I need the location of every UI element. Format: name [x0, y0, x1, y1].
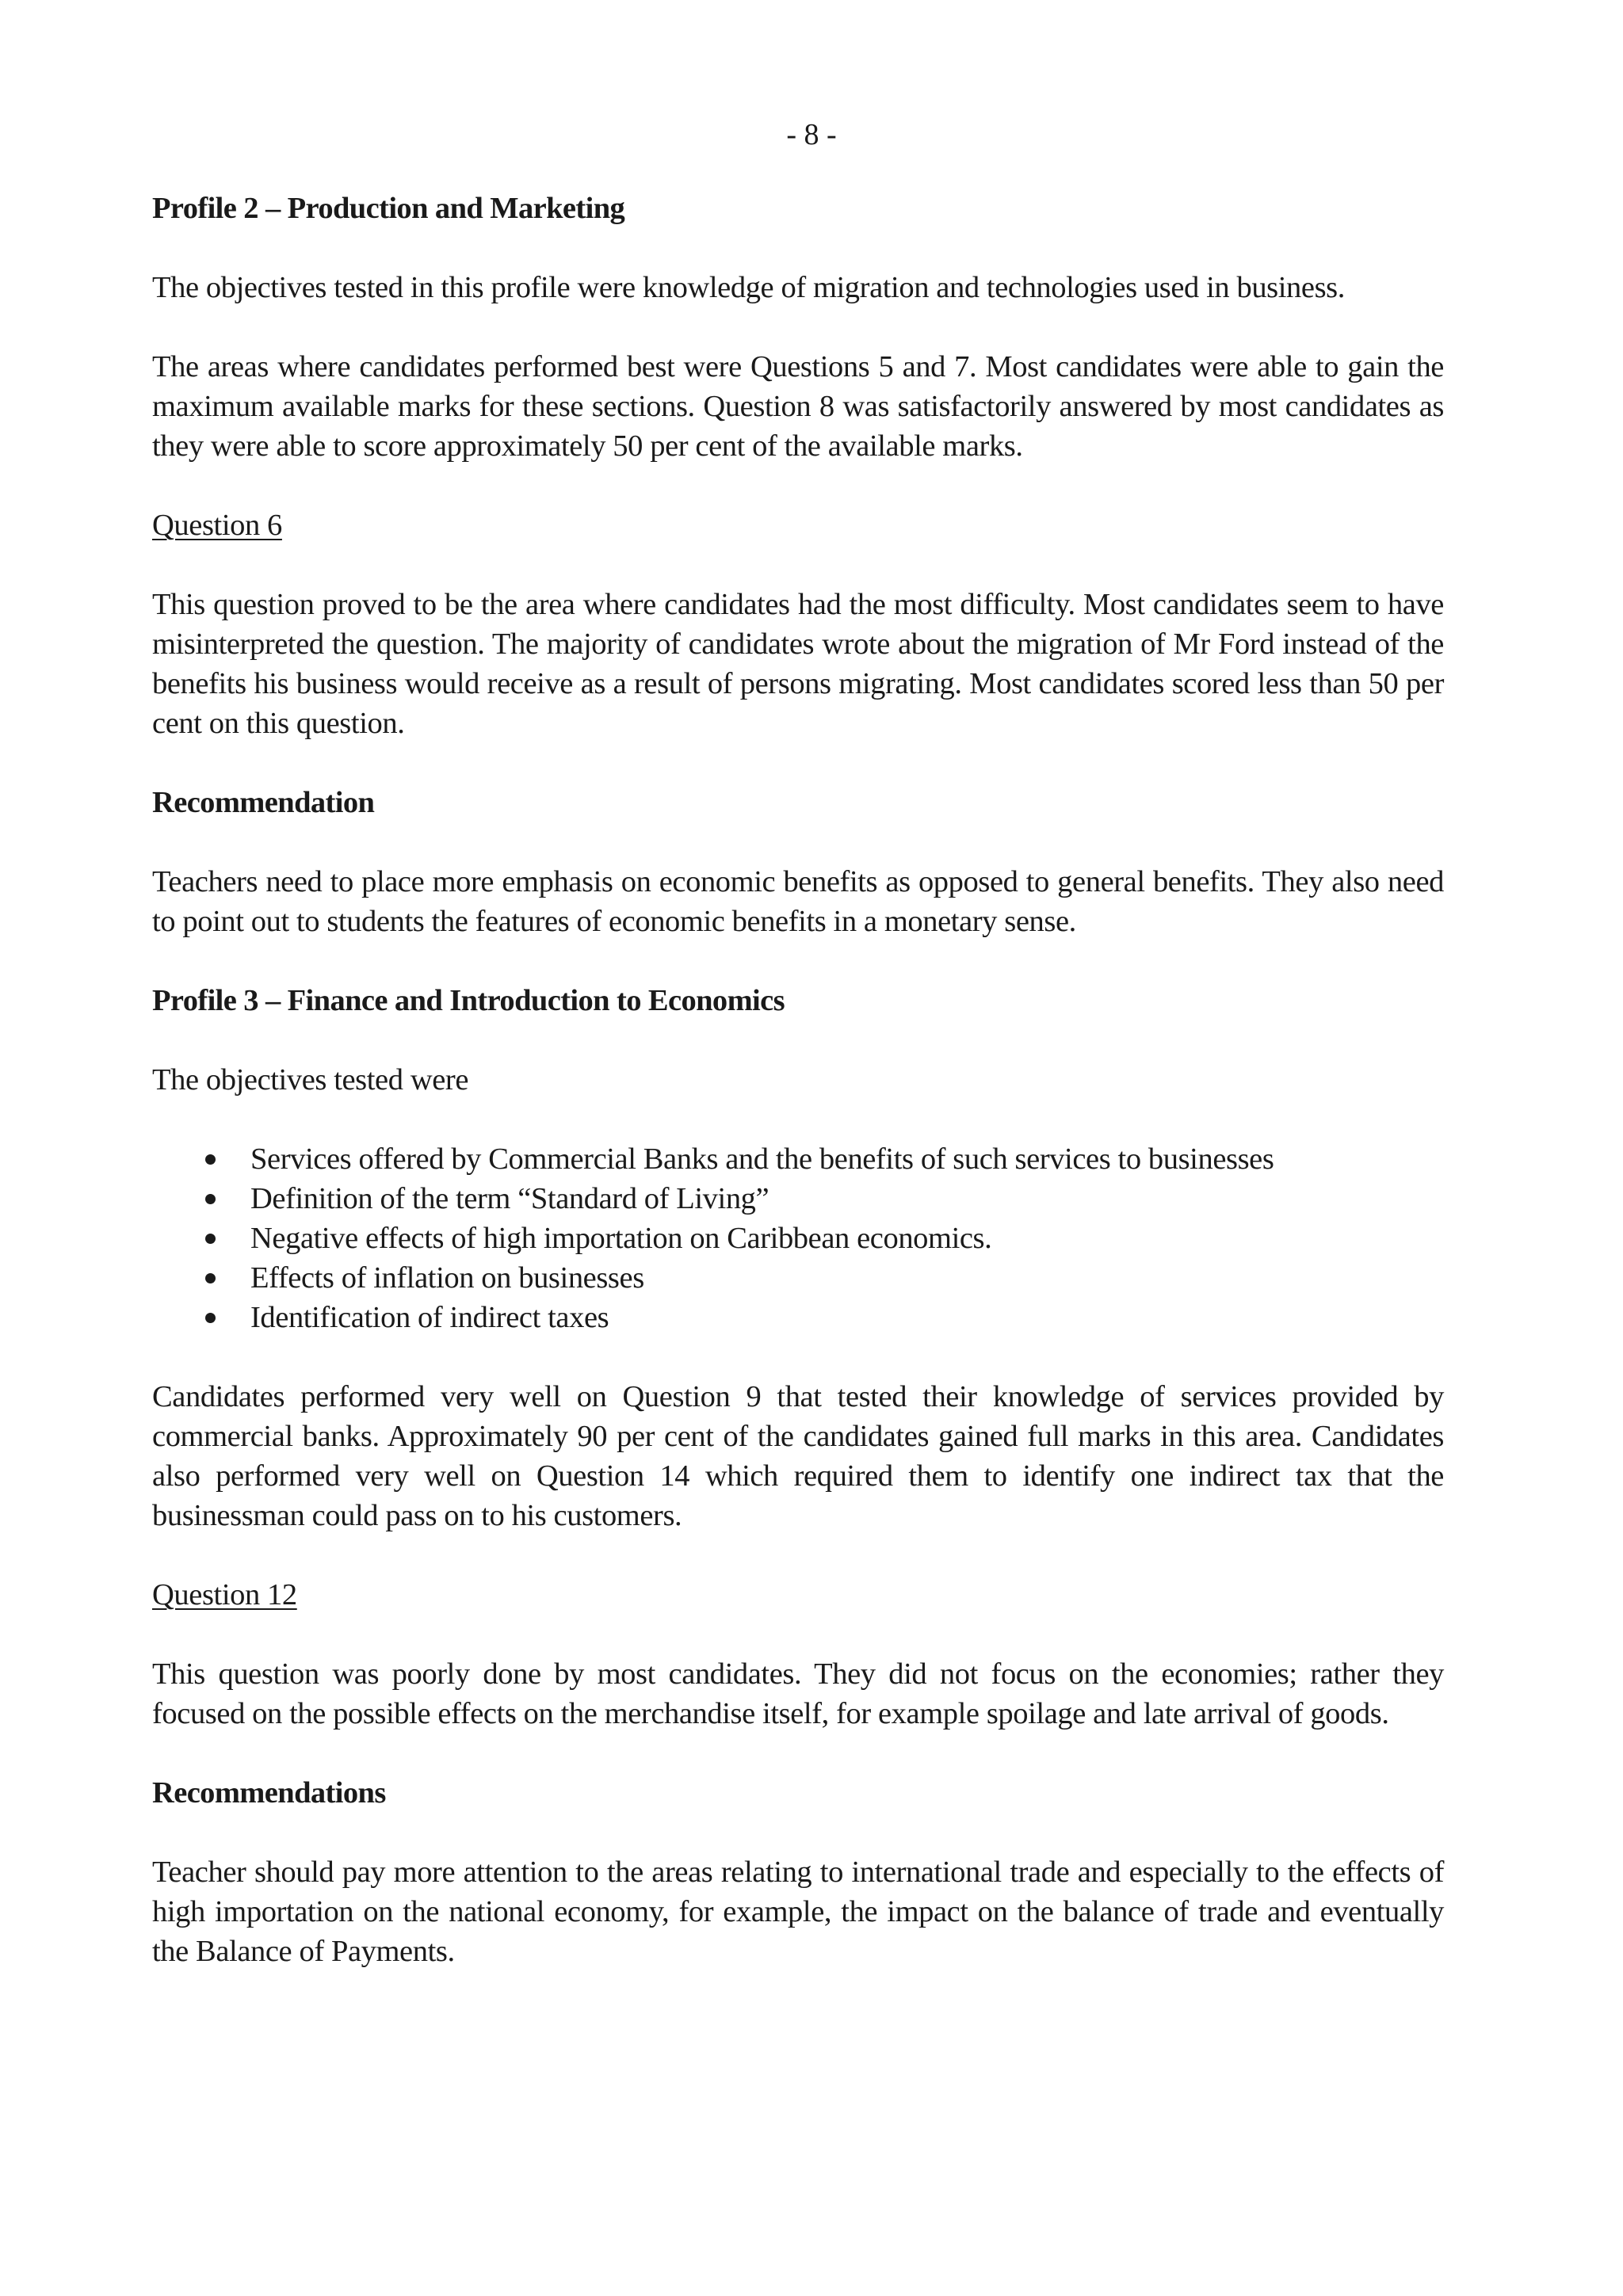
profile-3-recommendations-paragraph: Teacher should pay more attention to the areas relating to international trade and especially to the effects of high importation on the national economy, for example, the impact on the balance of trade and eventually the Balance of Payments.	[152, 1855, 1444, 1968]
list-item	[152, 1179, 1444, 1219]
profile-2-recommendation-paragraph: Teachers need to place more emphasis on economic benefits as opposed to general benefits. They also need to point out to students the features of economic benefits in a monetary sense.	[152, 865, 1444, 938]
page-number: - 8 -	[786, 118, 837, 151]
list-item-text: Identification of indirect taxes	[250, 1301, 609, 1334]
bullet-icon	[205, 1234, 216, 1244]
profile-3-heading: Profile 3 – Finance and Introduction to Economics	[152, 984, 785, 1017]
bullet-icon	[205, 1154, 216, 1165]
profile-2-objectives-paragraph: The objectives tested in this profile were knowledge of migration and technologies used in business.	[152, 271, 1345, 304]
list-item	[152, 1258, 1444, 1298]
question-12-label: Question 12	[152, 1578, 297, 1611]
question-6-paragraph: This question proved to be the area where candidates had the most difficulty. Most candidates seem to have misinterpreted the question. The majority of candidates wrote about the migration of Mr Ford instead of the benefits his business would receive as a result of persons migrating. Most candidates scored less than 50 per cent on this question.	[152, 588, 1444, 740]
profile-3-intro: The objectives tested were	[152, 1063, 469, 1097]
list-item-text: Services offered by Commercial Banks and the benefits of such services to businesses	[250, 1142, 1274, 1176]
list-item	[152, 1219, 1444, 1258]
profile-3-recommendations-heading: Recommendations	[152, 1776, 386, 1810]
profile-3-objectives-list	[152, 1139, 1444, 1337]
list-item-text: Effects of inflation on businesses	[250, 1261, 644, 1295]
question-12-paragraph: This question was poorly done by most candidates. They did not focus on the economies; rather they focused on the possible effects on the merchandise itself, for example spoilage and late arrival of goods.	[152, 1657, 1444, 1730]
question-6-label: Question 6	[152, 509, 282, 542]
list-item	[152, 1139, 1444, 1179]
bullet-icon	[205, 1313, 216, 1323]
profile-2-recommendation-heading: Recommendation	[152, 786, 375, 819]
document-body	[152, 189, 1444, 2011]
list-item-text: Negative effects of high importation on Caribbean economics.	[250, 1222, 992, 1255]
bullet-icon	[205, 1194, 216, 1204]
profile-2-heading: Profile 2 – Production and Marketing	[152, 192, 625, 225]
profile-2-performance-paragraph: The areas where candidates performed best were Questions 5 and 7. Most candidates were able to gain the maximum available marks for these sections. Question 8 was satisfactorily answered by most candidates as they were able to score approximately 50 per cent of the available marks.	[152, 350, 1444, 463]
list-item	[152, 1298, 1444, 1337]
bullet-icon	[205, 1273, 216, 1283]
profile-3-performance-paragraph: Candidates performed very well on Question 9 that tested their knowledge of services provided by commercial banks. Approximately 90 per cent of the candidates gained full marks in this area. Candidates also performed very well on Question 14 which required them to identify one indirect tax that the businessman could pass on to his customers.	[152, 1380, 1444, 1532]
list-item-text: Definition of the term “Standard of Living”	[250, 1182, 769, 1215]
